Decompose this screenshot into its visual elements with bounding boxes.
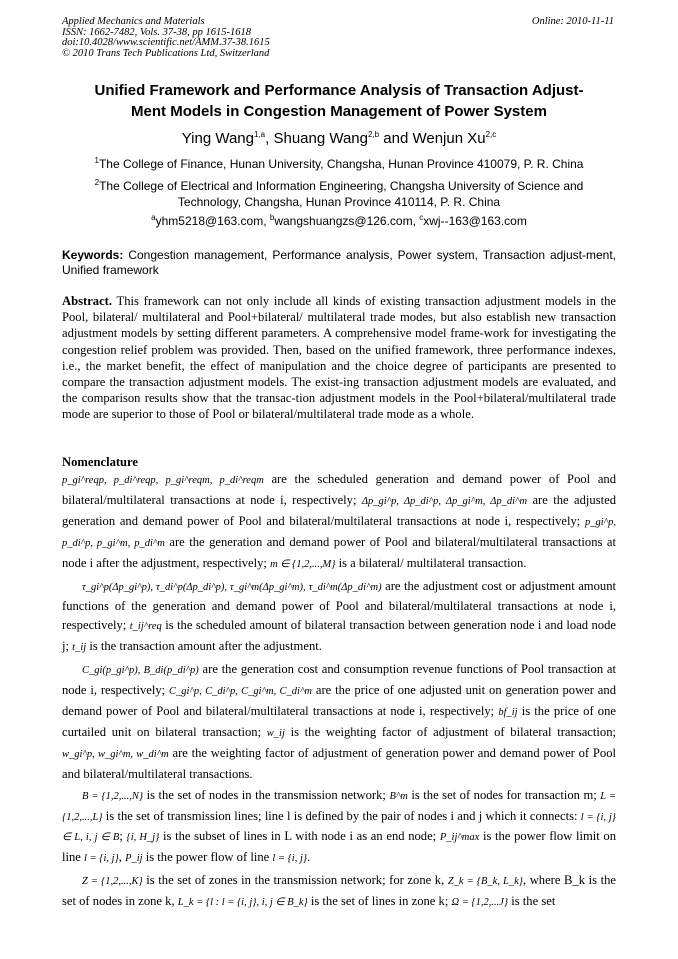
symbol: w_gi^p, w_gi^m, w_di^m [62,748,169,760]
text: is the set of nodes for transaction m; [407,787,601,802]
text: are the adjusted generation and demand power of Pool and bilateral/multilateral transactions at node i, respectively; [62,492,616,528]
journal-doi[interactable]: doi:10.4028/www.scientific.net/AMM.37-38.1615 [62,37,270,48]
affiliation-2 [62,178,616,210]
symbol: Z_k = {B_k, L_k} [447,876,523,888]
email-list [62,213,616,229]
affiliation-2-line-1: The College of Electrical and Information Engineering, Changsha University of Science and [99,179,584,193]
symbol: l = {i, j} ∈ L, i, j ∈ B [62,811,616,844]
author-1-sup: 1,a [254,130,266,139]
text: is the set of nodes in the transmission network; [143,787,390,802]
email-a-sup: a [151,213,156,222]
text: is the power flow of line [142,850,273,865]
author-3-sup: 2,c [485,130,497,139]
affiliation-1 [62,156,616,172]
symbol: Δp_gi^p, Δp_di^p, Δp_gi^m, Δp_di^m [361,495,528,507]
text: is the price of one curtailed unit on bilateral transaction; [62,703,616,739]
text: are the generation and demand power of Pool and bilateral/multilateral transactions at node i after the adjustment, respectively; [62,534,616,570]
title-line-2: Ment Models in Congestion Management of Power System [131,103,547,120]
text: . [307,850,311,865]
affiliation-2-sup: 2 [94,178,100,187]
text: , where B_k is the set of nodes in zone k, [62,873,617,909]
nomenclature-para-2 [62,577,616,659]
journal-copyright: © 2010 Trans Tech Publications Ltd, Switzerland [62,47,270,59]
author-3-name: Wenjun Xu [412,130,486,147]
symbol: l = {i, j} [272,853,308,865]
text: is the scheduled amount of bilateral transaction between generation node i and load node j; [62,618,616,654]
nomenclature-para-1 [62,470,616,575]
abstract-text: This framework can not only include all kinds of existing transaction adjustment models in the Pool, bilateral/ multilateral and Pool+bilateral/ multilateral trade modes, but also establish new transaction adjustment models by setting different parameters. A comprehensive model frame-work for investigating the congestion relief problem was provided. Then, based on the unified framework, three performance indexes, i.e., the market benefit, the effect of manipulation and the choice degree of participants are presented to compare the transaction adjustment models. The exist-ing transaction adjustment models are evaluated, and the comparison results show that the transac-tion adjustment models in the Pool+bilateral/multilateral trade mode are superior to those of Pool or bilateral/multilateral trade mode as a whole. [62,294,616,422]
text: is the set of lines in zone k; [307,894,452,909]
journal-header [62,17,270,59]
text: ; [119,829,127,844]
symbol: t_ij^req [129,621,162,633]
symbol: bf_ij [498,706,518,718]
nomenclature-heading: Nomenclature [62,455,139,469]
nomenclature-para-5 [62,871,616,913]
email-c[interactable]: xwj--163@163.com [423,214,527,228]
text: is the set of zones in the transmission network; for zone k, [142,873,448,888]
symbol: τ_gi^p(Δp_gi^p), τ_di^p(Δp_di^p), τ_gi^m(Δp_gi^m), τ_di^m(Δp_di^m) [82,581,382,593]
affiliation-1-text: The College of Finance, Hunan University, Changsha, Hunan Province 410079, P. R. China [98,157,584,171]
author-2-sup: 2,b [367,130,380,139]
symbol: {i, H_j} [126,832,160,844]
keywords [62,248,616,278]
symbol: p_gi^reqp, p_di^reqp, p_gi^reqm, p_di^reqm [62,475,264,486]
text: is the power flow limit on line [62,829,617,865]
text: are the adjustment cost or adjustment amount functions of the generation and demand power of Pool and bilateral/multilateral transactions at node i, respectively; [62,578,616,633]
title-line-1: Unified Framework and Performance Analysis of Transaction Adjust- [94,82,584,99]
author-sep-1: , [265,130,274,147]
symbol: C_gi^p, C_di^p, C_gi^m, C_di^m [169,686,312,698]
text: is the weighting factor of adjustment of bilateral transaction; [284,724,616,739]
symbol: Ω = {1,2,...J} [451,897,509,909]
online-date: Online: 2010-11-11 [531,16,614,27]
symbol: B = {1,2,...,N} [82,790,144,802]
paper-title [62,80,616,122]
text: are the weighting factor of adjustment of generation power and demand power of Pool and bilateral/multilateral transactions. [62,745,616,781]
text: is a bilateral/ multilateral transaction. [335,555,527,570]
email-a[interactable]: yhm5218@163.com, [155,214,270,228]
keywords-label: Keywords: [62,248,124,262]
abstract [62,293,616,423]
symbol: P_ij [125,853,143,865]
text: are the price of one adjusted unit on generation power and demand power of Pool and bilateral/multilateral transactions at node i, respectively; [62,683,616,718]
text: is the set [508,894,556,909]
email-b-sup: b [269,213,275,222]
keywords-text: Congestion management, Performance analysis, Power system, Transaction adjust-ment, Unified framework [62,248,616,277]
journal-name: Applied Mechanics and Materials [62,16,205,27]
email-c-sup: c [419,213,424,222]
symbol: P_ij^max [439,832,480,844]
abstract-label: Abstract. [62,294,113,308]
author-2-name: Shuang Wang [273,130,368,147]
text: is the set of transmission lines; line l is defined by the pair of nodes i and j which it connects: [102,808,581,823]
text: are the scheduled generation and demand power of Pool and bilateral/multilateral transactions at node i, respectively; [62,472,617,507]
symbol: p_gi^p, p_di^p, p_gi^m, p_di^m [62,516,616,549]
symbol: B^m [389,790,408,802]
author-sep-2: and [379,130,413,147]
text: , [118,850,126,865]
text: are the generation cost and consumption revenue functions of Pool transaction at node i, respectively; [62,662,616,698]
text: is the transaction amount after the adjustment. [86,639,322,654]
symbol: m ∈ {1,2,...,M} [270,558,336,570]
symbol: C_gi(p_gi^p), B_di(p_di^p) [82,665,199,677]
symbol: l = {i, j} [84,853,119,865]
nomenclature-body [62,470,616,915]
author-1-name: Ying Wang [181,130,254,147]
symbol: w_ij [266,727,285,739]
symbol: t_ij [72,642,87,654]
text: is the subset of lines in L with node i as an end node; [159,829,440,844]
affiliation-1-sup: 1 [94,156,99,165]
journal-issn: ISSN: 1662-7482, Vols. 37-38, pp 1615-1618 [62,26,251,38]
symbol: Z = {1,2,...,K} [82,876,143,888]
affiliation-2-line-2: Technology, Changsha, Hunan Province 410114, P. R. China [177,195,501,209]
nomenclature-para-4 [62,786,616,870]
nomenclature-para-3 [62,660,616,783]
symbol: L = {1,2,...,L} [62,790,617,823]
email-b[interactable]: wangshuangzs@126.com, [274,214,420,228]
author-list [62,130,616,148]
symbol: L_k = {l : l = {i, j}, i, j ∈ B_k} [177,897,308,909]
